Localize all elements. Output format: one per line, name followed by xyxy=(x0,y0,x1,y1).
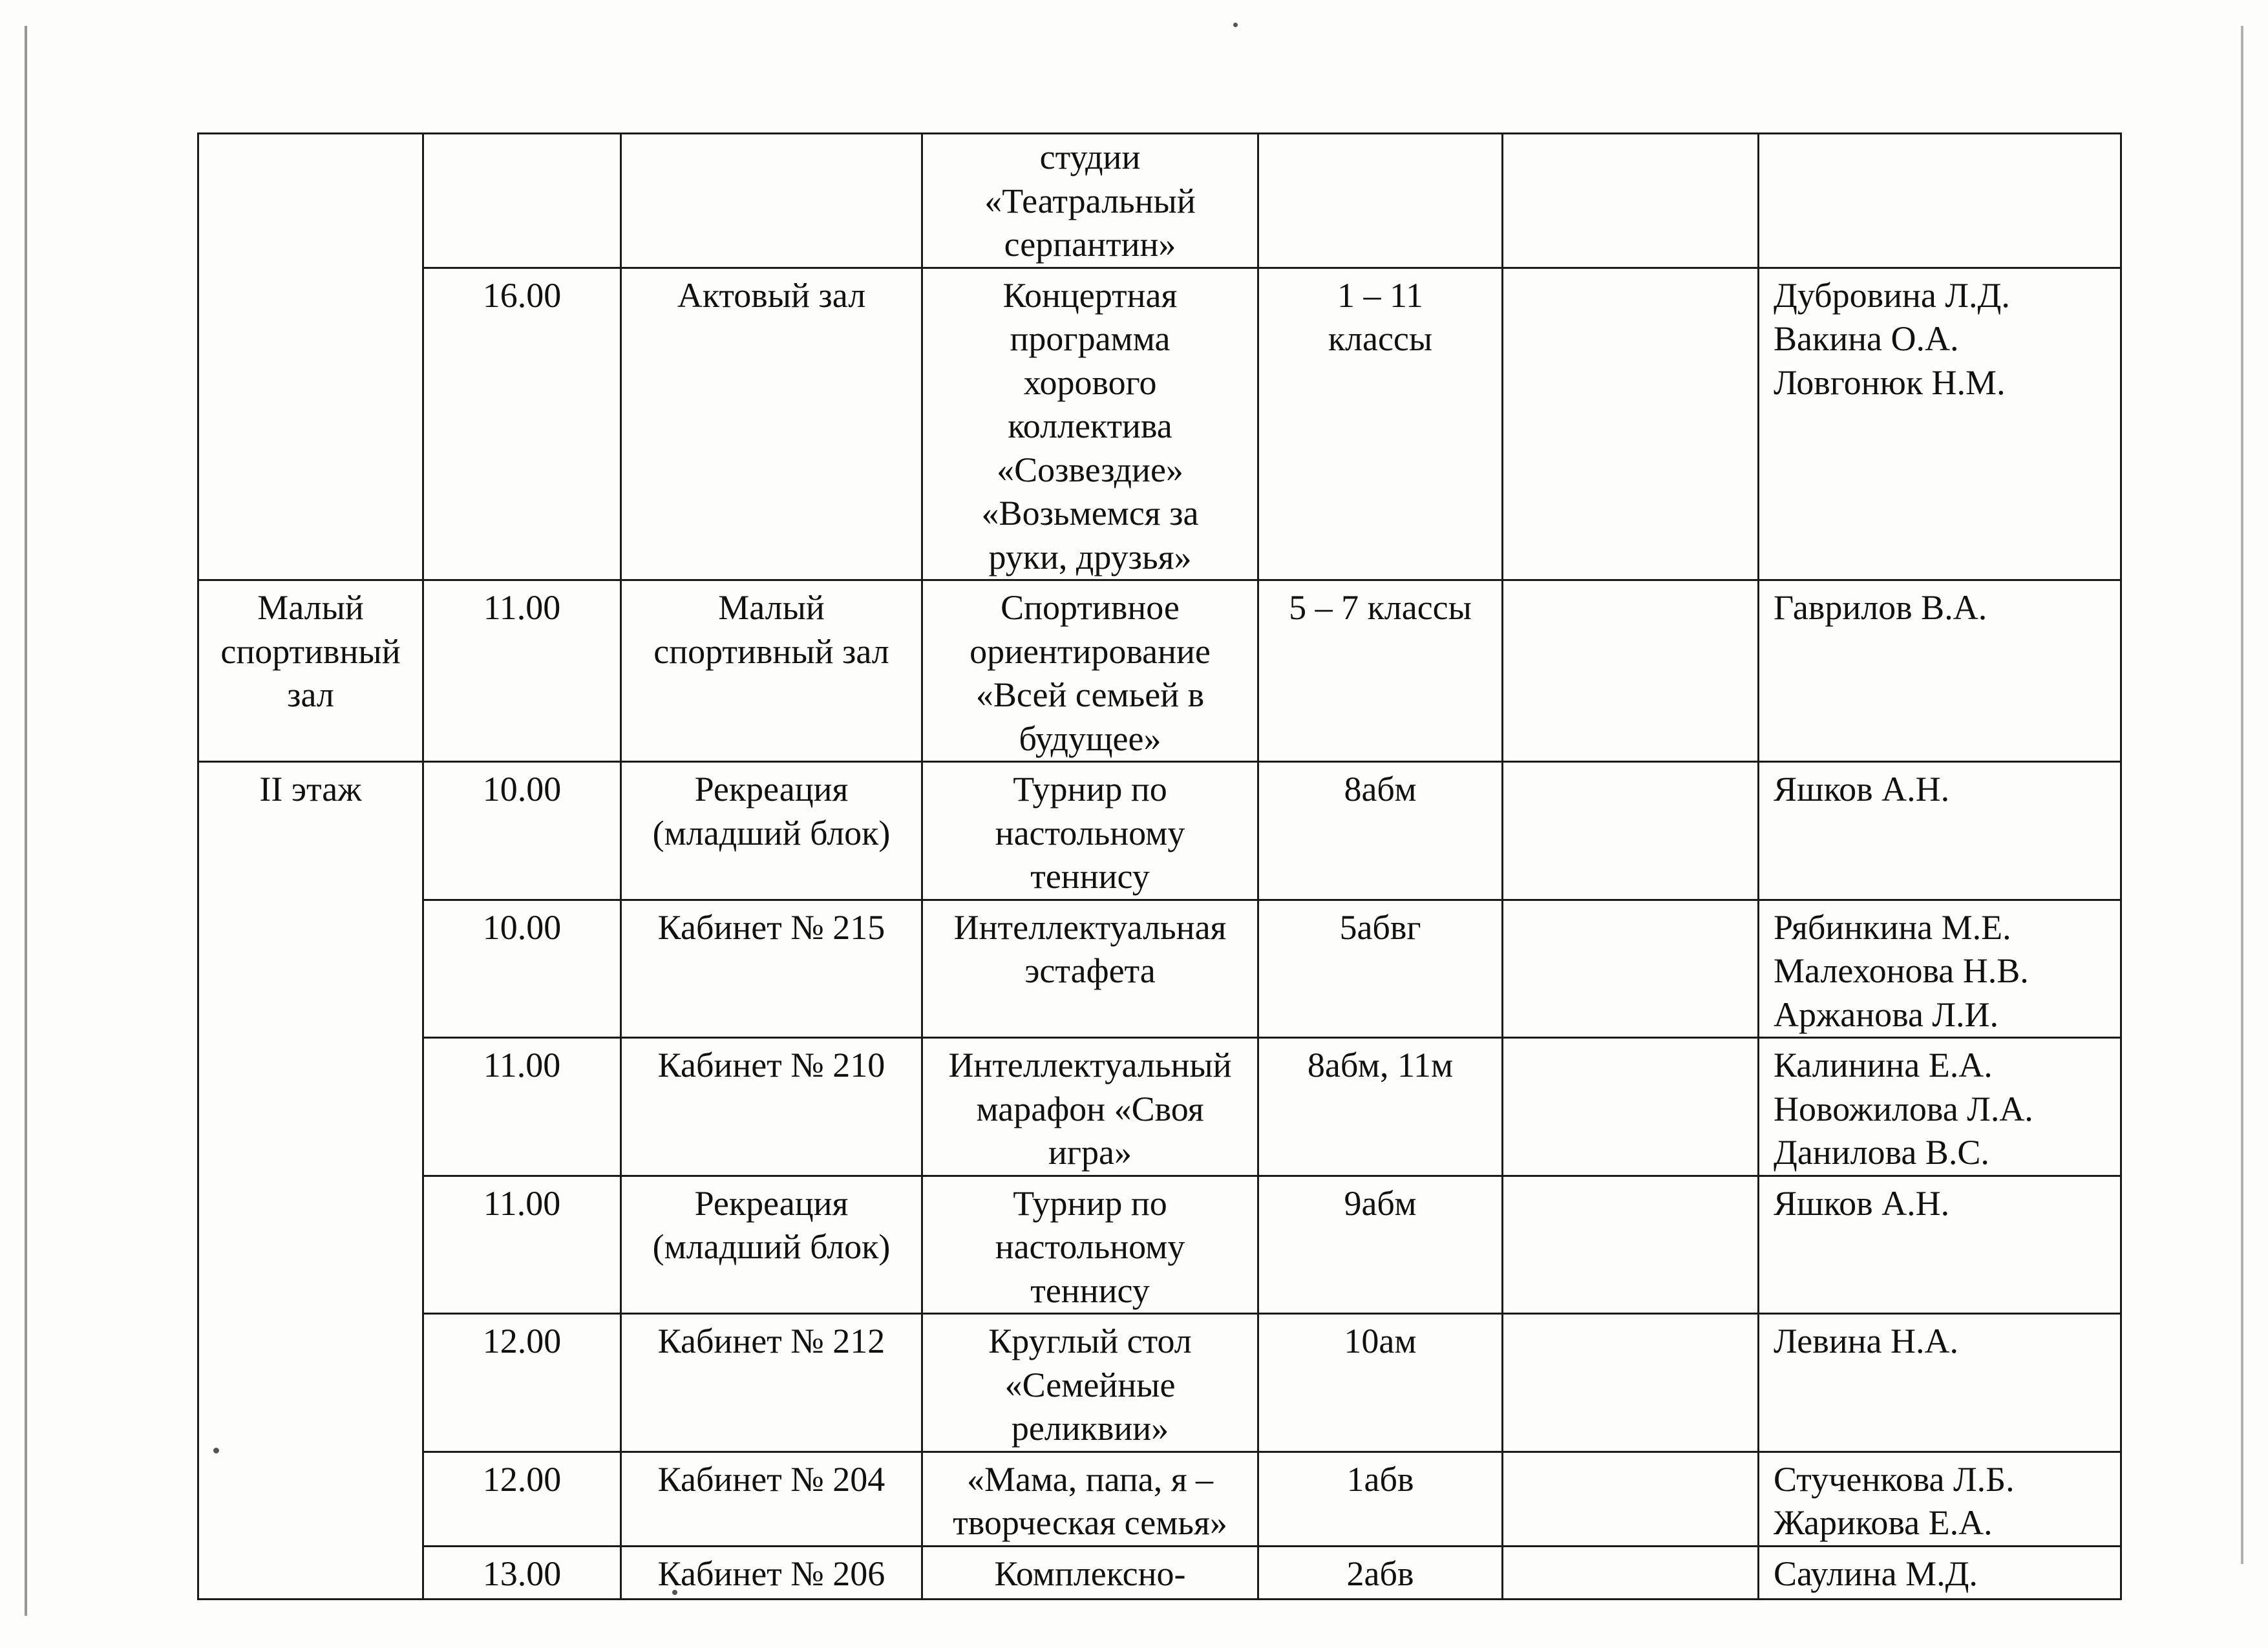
participants-cell: 5 – 7 классы xyxy=(1258,580,1503,762)
table-row xyxy=(198,762,2121,900)
responsible-cell: Гаврилов В.А. xyxy=(1759,580,2121,762)
room-cell: Кабинет № 204 xyxy=(621,1452,922,1546)
place-cell: II этаж xyxy=(198,762,423,900)
place-cell xyxy=(198,268,423,580)
blank-cell xyxy=(1503,134,1759,268)
time-cell: 12.00 xyxy=(423,1314,621,1452)
event-cell: «Мама, папа, я – творческая семья» xyxy=(922,1452,1258,1546)
responsible-cell: Калинина Е.А. Новожилова Л.А. Данилова В.С. xyxy=(1759,1038,2121,1176)
room-cell: Актовый зал xyxy=(621,268,922,580)
participants-cell: 9абм xyxy=(1258,1176,1503,1314)
participants-cell: 2абв xyxy=(1258,1546,1503,1599)
table-row xyxy=(198,1546,2121,1599)
place-cell xyxy=(198,1176,423,1314)
responsible-cell: Яшков А.Н. xyxy=(1759,1176,2121,1314)
room-cell: Кабинет № 206 xyxy=(621,1546,922,1599)
event-cell: Концертная программа хорового коллектива «Созвездие» «Возьмемся за руки, друзья» xyxy=(922,268,1258,580)
event-cell: Интеллектуальная эстафета xyxy=(922,900,1258,1038)
event-cell: Интеллектуальный марафон «Своя игра» xyxy=(922,1038,1258,1176)
blank-cell xyxy=(1503,1038,1759,1176)
blank-cell xyxy=(1503,762,1759,900)
room-cell xyxy=(621,134,922,268)
responsible-cell: Стученкова Л.Б. Жарикова Е.А. xyxy=(1759,1452,2121,1546)
time-cell: 10.00 xyxy=(423,900,621,1038)
place-cell xyxy=(198,900,423,1038)
time-cell: 11.00 xyxy=(423,1038,621,1176)
responsible-cell: Левина Н.А. xyxy=(1759,1314,2121,1452)
event-cell: Комплексно- xyxy=(922,1546,1258,1599)
schedule-table xyxy=(197,132,2122,1600)
table-row xyxy=(198,134,2121,268)
scan-edge-left xyxy=(25,26,27,1616)
room-cell: Кабинет № 210 xyxy=(621,1038,922,1176)
place-cell xyxy=(198,1314,423,1452)
event-cell: Спортивное ориентирование «Всей семьей в будущее» xyxy=(922,580,1258,762)
responsible-cell: Саулина М.Д. xyxy=(1759,1546,2121,1599)
table-row xyxy=(198,1314,2121,1452)
time-cell: 12.00 xyxy=(423,1452,621,1546)
participants-cell xyxy=(1258,134,1503,268)
blank-cell xyxy=(1503,580,1759,762)
table-row xyxy=(198,1038,2121,1176)
table-row xyxy=(198,1452,2121,1546)
blank-cell xyxy=(1503,1546,1759,1599)
place-cell xyxy=(198,134,423,268)
event-cell: Круглый стол «Семейные реликвии» xyxy=(922,1314,1258,1452)
room-cell: Кабинет № 212 xyxy=(621,1314,922,1452)
blank-cell xyxy=(1503,1452,1759,1546)
time-cell: 10.00 xyxy=(423,762,621,900)
place-cell xyxy=(198,1546,423,1599)
scan-edge-right xyxy=(2241,26,2243,1564)
time-cell: 11.00 xyxy=(423,1176,621,1314)
room-cell: Кабинет № 215 xyxy=(621,900,922,1038)
table-row xyxy=(198,268,2121,580)
event-cell: Турнир по настольному теннису xyxy=(922,762,1258,900)
responsible-cell: Яшков А.Н. xyxy=(1759,762,2121,900)
time-cell: 16.00 xyxy=(423,268,621,580)
table-row xyxy=(198,1176,2121,1314)
table-row xyxy=(198,580,2121,762)
blank-cell xyxy=(1503,1314,1759,1452)
blank-cell xyxy=(1503,900,1759,1038)
place-cell xyxy=(198,1038,423,1176)
room-cell: Рекреация (младший блок) xyxy=(621,1176,922,1314)
room-cell: Малый спортивный зал xyxy=(621,580,922,762)
place-cell: Малый спортивный зал xyxy=(198,580,423,762)
participants-cell: 5абвг xyxy=(1258,900,1503,1038)
responsible-cell: Рябинкина М.Е. Малехонова Н.В. Аржанова Л.И. xyxy=(1759,900,2121,1038)
participants-cell: 1 – 11 классы xyxy=(1258,268,1503,580)
responsible-cell: Дубровина Л.Д. Вакина О.А. Ловгонюк Н.М. xyxy=(1759,268,2121,580)
responsible-cell xyxy=(1759,134,2121,268)
participants-cell: 8абм xyxy=(1258,762,1503,900)
blank-cell xyxy=(1503,1176,1759,1314)
place-cell xyxy=(198,1452,423,1546)
event-cell: студии «Театральный серпантин» xyxy=(922,134,1258,268)
scan-speck xyxy=(1233,23,1238,27)
table-row xyxy=(198,900,2121,1038)
event-cell: Турнир по настольному теннису xyxy=(922,1176,1258,1314)
room-cell: Рекреация (младший блок) xyxy=(621,762,922,900)
time-cell: 13.00 xyxy=(423,1546,621,1599)
participants-cell: 8абм, 11м xyxy=(1258,1038,1503,1176)
time-cell xyxy=(423,134,621,268)
time-cell: 11.00 xyxy=(423,580,621,762)
participants-cell: 1абв xyxy=(1258,1452,1503,1546)
blank-cell xyxy=(1503,268,1759,580)
participants-cell: 10ам xyxy=(1258,1314,1503,1452)
